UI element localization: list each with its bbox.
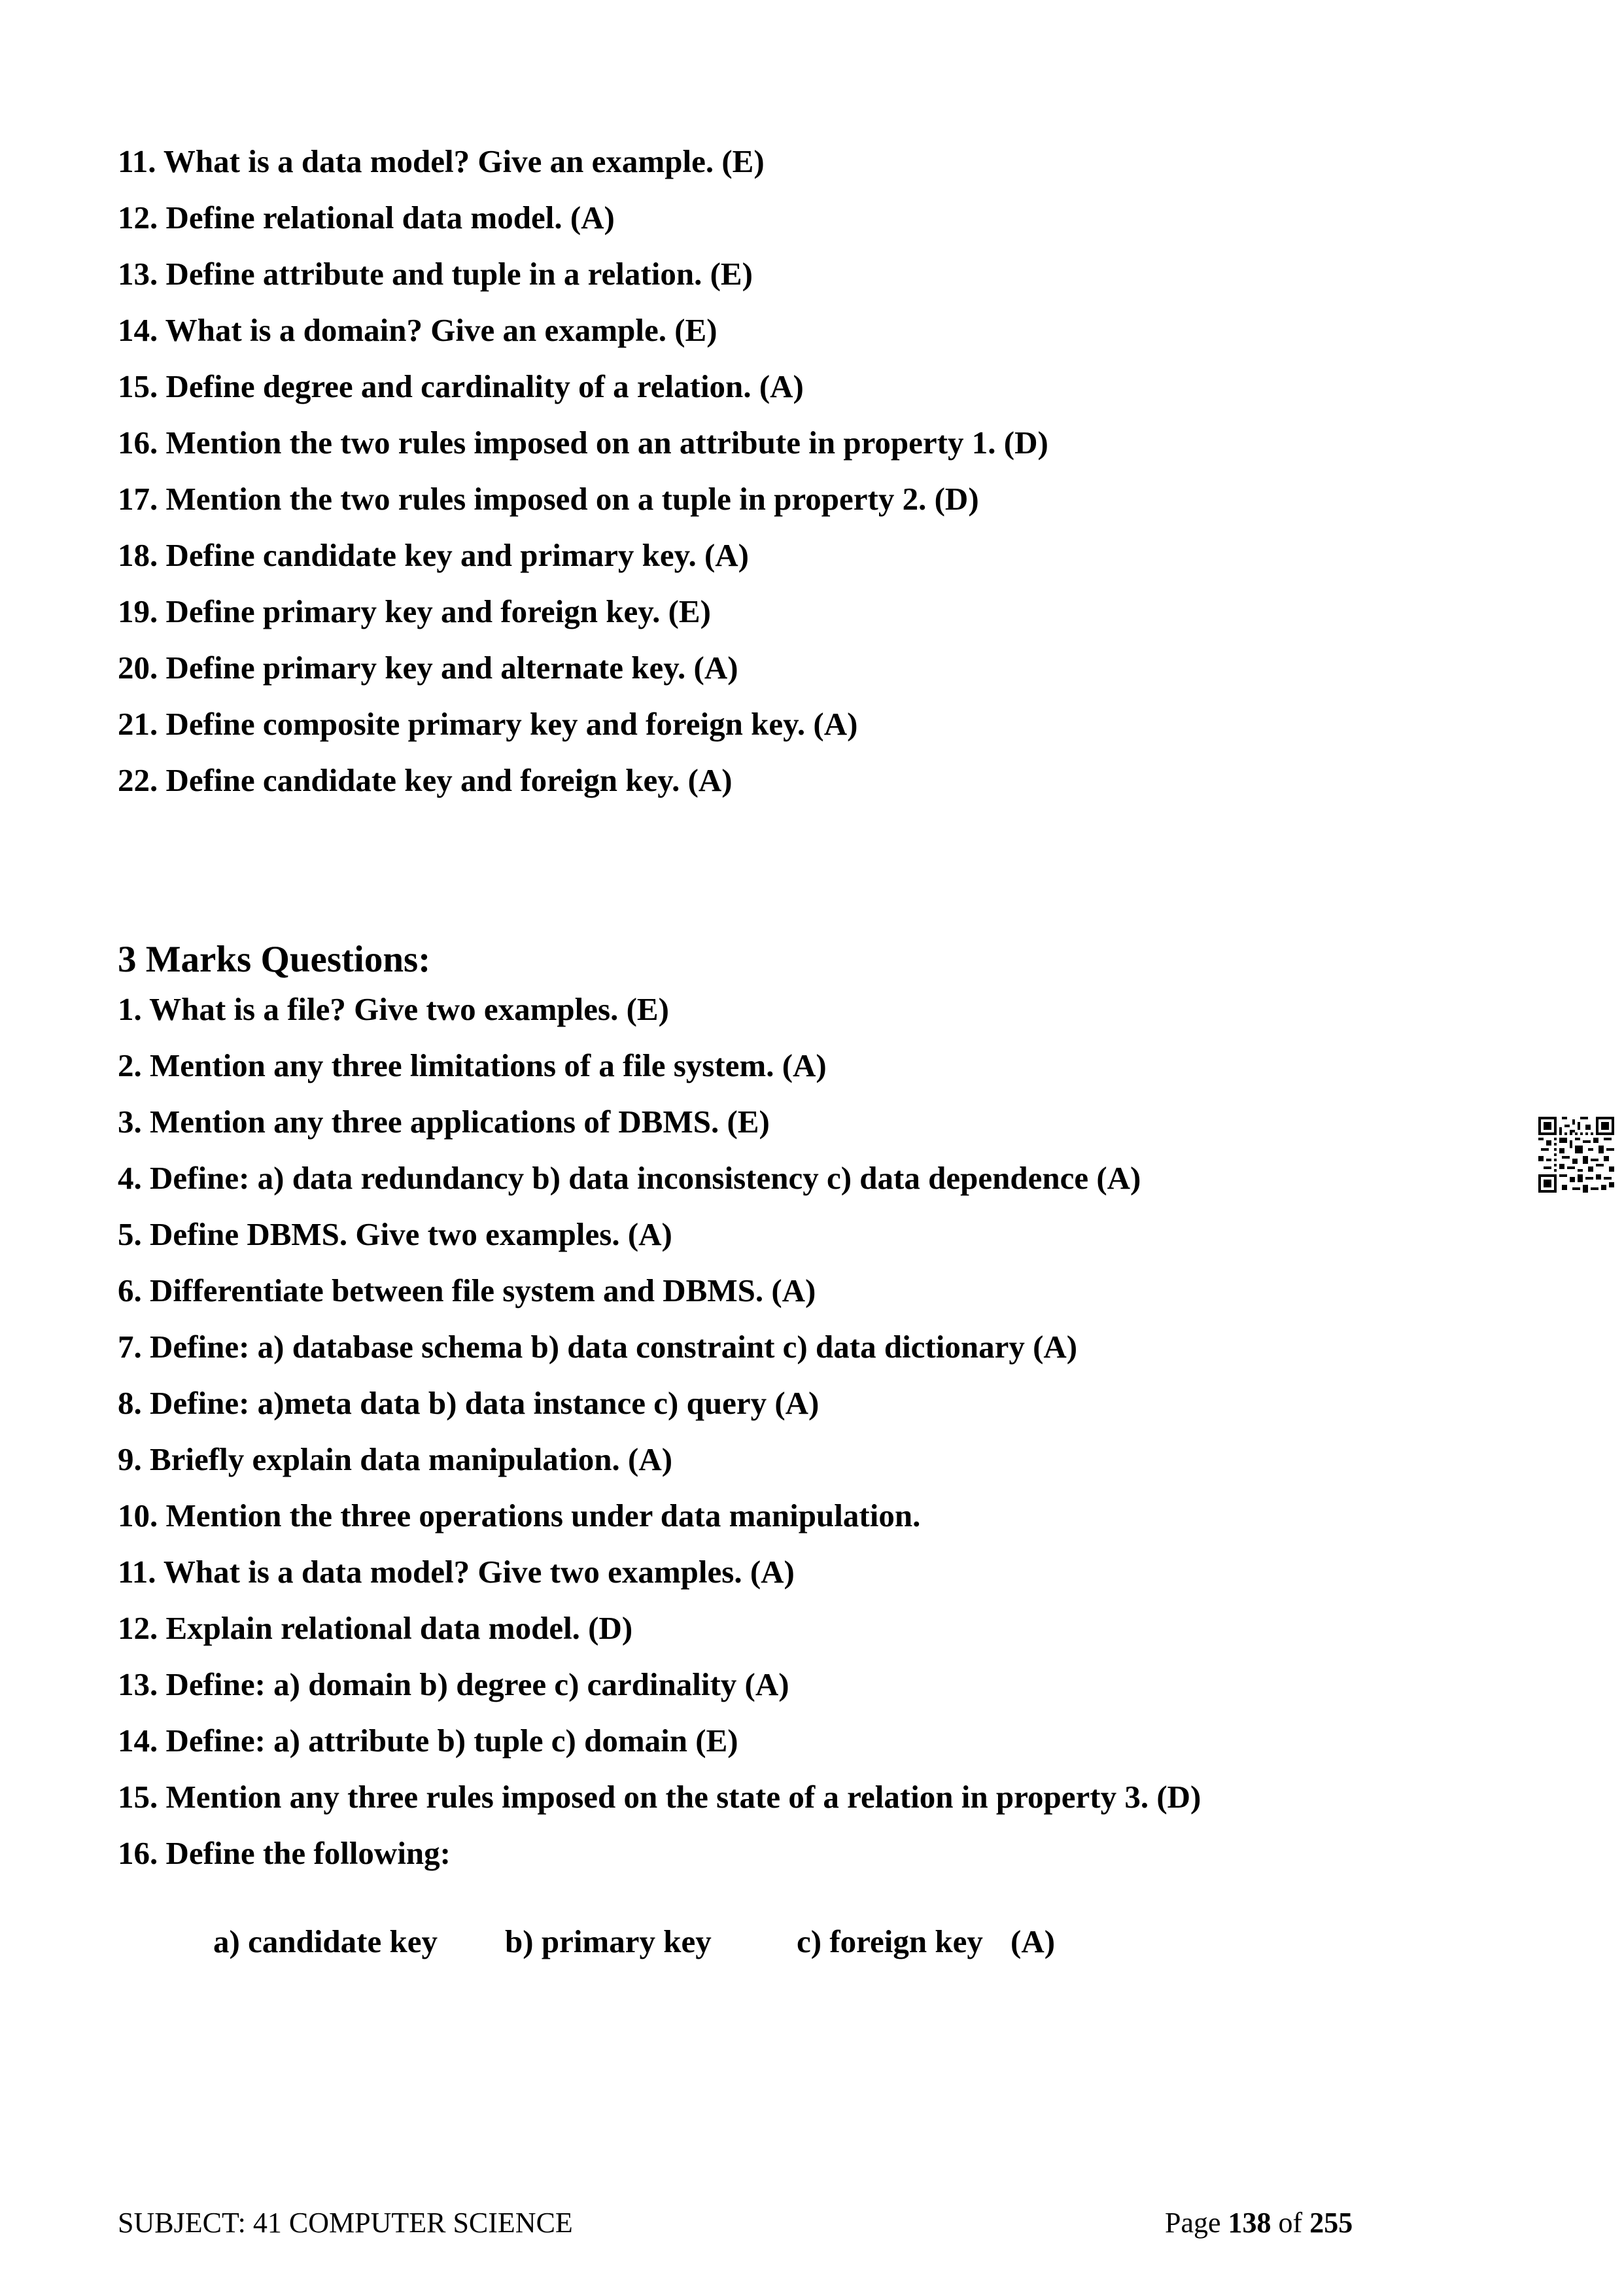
question-3m-6: 6. Differentiate between file system and DBMS. (A) — [118, 1272, 816, 1308]
question-3m-5: 5. Define DBMS. Give two examples. (A) — [118, 1216, 672, 1252]
question-3m-12: 12. Explain relational data model. (D) — [118, 1610, 633, 1646]
page-total: 255 — [1309, 2207, 1353, 2239]
page-word: Page — [1165, 2207, 1221, 2239]
question-3m-15: 15. Mention any three rules imposed on the state of a relation in property 3. (D) — [118, 1779, 1201, 1815]
question-2m-12: 12. Define relational data model. (A) — [118, 200, 615, 236]
question-3m-16: 16. Define the following: — [118, 1835, 451, 1871]
question-3m-4: 4. Define: a) data redundancy b) data inconsistency c) data dependence (A) — [118, 1160, 1141, 1196]
qr-code-icon — [1538, 1117, 1614, 1193]
question-3m-10: 10. Mention the three operations under data manipulation. — [118, 1498, 921, 1533]
question-2m-14: 14. What is a domain? Give an example. (E) — [118, 312, 717, 348]
question-2m-13: 13. Define attribute and tuple in a relation. (E) — [118, 256, 753, 292]
question-3m-2: 2. Mention any three limitations of a file system. (A) — [118, 1047, 827, 1083]
question-2m-16: 16. Mention the two rules imposed on an attribute in property 1. (D) — [118, 425, 1048, 461]
option-b: b) primary key — [505, 1923, 712, 1959]
question-2m-17: 17. Mention the two rules imposed on a tuple in property 2. (D) — [118, 481, 979, 517]
question-2m-18: 18. Define candidate key and primary key. (A) — [118, 537, 749, 573]
question-2m-22: 22. Define candidate key and foreign key. (A) — [118, 762, 733, 798]
question-3m-7: 7. Define: a) database schema b) data constraint c) data dictionary (A) — [118, 1329, 1078, 1365]
question-2m-15: 15. Define degree and cardinality of a relation. (A) — [118, 368, 804, 404]
question-3m-8: 8. Define: a)meta data b) data instance c) query (A) — [118, 1385, 820, 1421]
option-level: (A) — [1011, 1923, 1056, 1959]
question-3m-3: 3. Mention any three applications of DBMS. (E) — [118, 1104, 770, 1140]
of-word: of — [1278, 2207, 1303, 2239]
option-c: c) foreign key — [797, 1923, 983, 1959]
footer-page-number — [1165, 2205, 1353, 2241]
page-current: 138 — [1228, 2207, 1271, 2239]
question-2m-19: 19. Define primary key and foreign key. (E) — [118, 593, 711, 629]
section-heading-3-marks: 3 Marks Questions: — [118, 939, 431, 980]
question-3m-11: 11. What is a data model? Give two examples. (A) — [118, 1554, 795, 1590]
question-3m-14: 14. Define: a) attribute b) tuple c) domain (E) — [118, 1723, 738, 1759]
option-a: a) candidate key — [213, 1923, 438, 1959]
question-2m-11: 11. What is a data model? Give an example. (E) — [118, 143, 765, 179]
question-2m-21: 21. Define composite primary key and foreign key. (A) — [118, 706, 858, 742]
question-2m-20: 20. Define primary key and alternate key. (A) — [118, 650, 738, 686]
question-3m-9: 9. Briefly explain data manipulation. (A) — [118, 1441, 673, 1477]
question-3m-1: 1. What is a file? Give two examples. (E) — [118, 991, 669, 1027]
footer-subject: SUBJECT: 41 COMPUTER SCIENCE — [118, 2207, 573, 2239]
question-3m-13: 13. Define: a) domain b) degree c) cardinality (A) — [118, 1666, 789, 1702]
